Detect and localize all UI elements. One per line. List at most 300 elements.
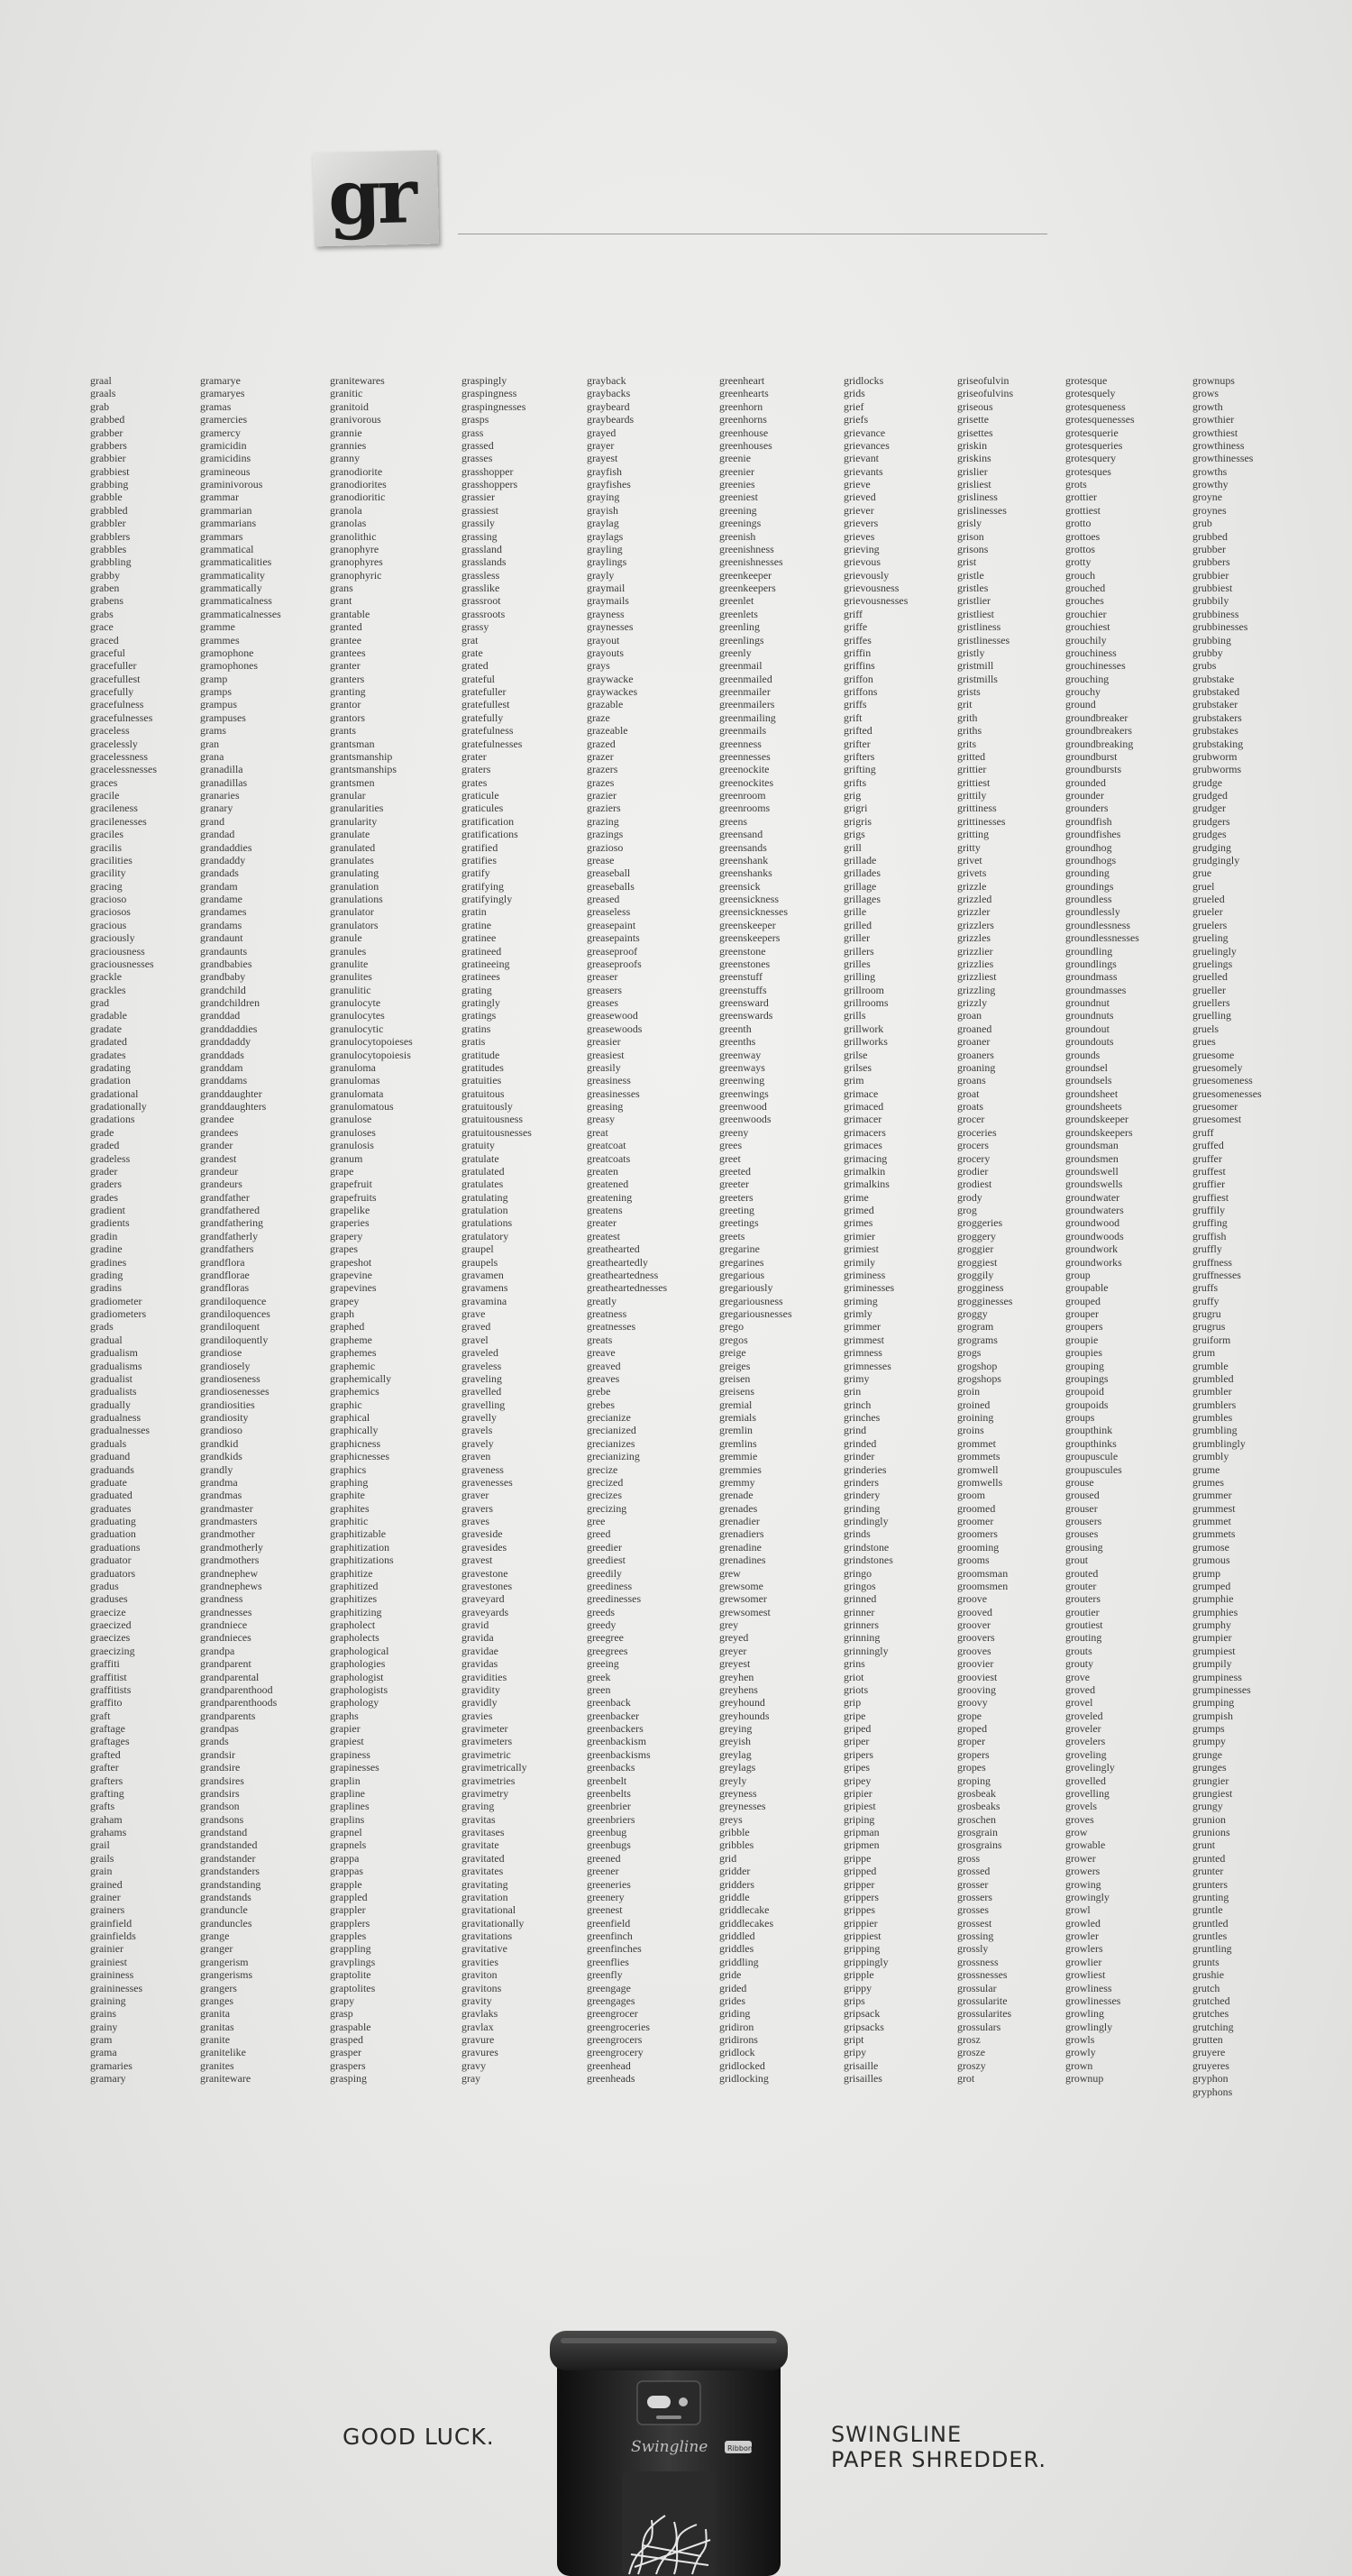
word-list-item: grumous [1192,1554,1230,1567]
word-list-item: grovelled [1065,1774,1106,1787]
word-list-item: grandioseness [200,1371,260,1385]
word-list-item: groveler [1065,1722,1101,1735]
word-list-item: greensick [719,879,761,893]
word-list-item: greenwing [719,1074,765,1087]
word-list-item: griffs [844,698,867,711]
word-list-item: gruelingly [1192,944,1237,958]
word-list-item: grippingly [844,1955,889,1968]
word-list-item: granulator [330,905,374,919]
word-list-item: griffe [844,620,868,634]
word-list-item: grandstanders [200,1865,260,1878]
word-list-item: grievant [844,452,879,465]
word-list-item: graciles [90,828,123,841]
word-list-item: growthinesses [1192,452,1254,465]
word-list-item: greasepaints [587,931,640,945]
word-list-item: gradates [90,1048,126,1061]
word-list-item: gripper [844,1877,875,1891]
word-list-item: gramercies [200,413,248,426]
word-list-item: gride [719,1968,742,1982]
word-list-item: grandams [200,918,242,931]
word-list-item: gravimetric [461,1747,511,1761]
word-list-item: grided [719,1981,747,1994]
word-list-item: gratuitous [461,1086,505,1100]
word-list-item: gravidly [461,1696,498,1710]
word-list-item: grittinesses [957,814,1006,828]
word-list-item: grossularite [957,1994,1008,2007]
word-list-item: gratulating [461,1190,508,1204]
word-list-item: grandnesses [200,1605,252,1618]
word-list-item: granulosis [330,1139,374,1152]
word-list-item: grappas [330,1865,363,1878]
word-list-item: gradual [90,1333,123,1346]
word-list-item: graybeard [587,399,630,413]
word-list-item: gracious [90,918,127,931]
word-list-item: groomers [957,1527,998,1541]
word-list-item: granger [200,1942,233,1956]
word-list-item: graspingness [461,387,517,400]
word-list-item: graph [330,1307,355,1320]
word-list-item: grumblingly [1192,1436,1246,1450]
word-list-item: greenbelt [587,1774,627,1787]
word-list-item: graybeards [587,413,635,426]
word-list-item: griper [844,1735,870,1748]
word-list-item: gravplings [330,1955,376,1968]
word-list-item: grunion [1192,1812,1226,1826]
word-list-item: grizzler [957,905,991,919]
word-list-item: grouper [1065,1307,1099,1320]
word-list-item: granite [200,2033,231,2046]
word-column [844,374,908,2086]
brand-name: SWINGLINE [831,2422,963,2447]
word-list-item: grey [719,1618,739,1631]
word-list-item: groats [957,1100,984,1113]
word-list-item: grinderies [844,1462,887,1476]
word-list-item: grammaticality [200,568,265,582]
word-list-item: graymails [587,594,629,608]
word-list-item: grudge [1192,775,1223,789]
word-list-item: grovelers [1065,1735,1106,1748]
word-list-item: grottoes [1065,529,1101,543]
word-list-item: grabble [90,490,123,504]
word-list-item: grudger [1192,802,1226,815]
word-list-item: grippes [844,1903,876,1917]
word-list-item: gribble [719,1826,750,1838]
word-list-item: grues [1192,1035,1216,1049]
word-list-item: granulation [330,879,379,893]
word-list-item: granulocytes [330,1009,385,1022]
word-list-item: grapiest [330,1735,364,1748]
word-list-item: grievants [844,464,883,478]
word-list-item: grouped [1065,1294,1101,1307]
word-list-item: granadillas [200,775,248,789]
word-list-item: grammaticalnesses [200,607,281,620]
word-list-item: grison [957,529,984,543]
word-list-item: grievances [844,438,890,452]
word-list-item: grittiness [957,802,997,815]
word-list-item: gridlocked [719,2058,765,2072]
word-list-item: gradeless [90,1151,131,1165]
word-list-item: gregariously [719,1281,773,1295]
word-list-item: grabblers [90,529,131,543]
word-list-item: grandiosities [200,1398,255,1411]
word-list-item: grizzles [957,931,991,945]
word-list-item: greenfield [587,1916,631,1930]
word-list-item: gratins [461,1022,491,1035]
word-list-item: grandson [200,1800,240,1813]
word-list-item: gradus [90,1579,119,1592]
word-list-item: gratinees [461,970,500,984]
word-list-item: grammarian [200,503,252,517]
word-list-item: granules [330,944,367,958]
word-list-item: greatens [587,1204,623,1216]
word-list-item: greasewoods [587,1022,643,1035]
word-list-item: groovier [957,1657,994,1671]
word-list-item: greenmailed [719,672,772,685]
word-list-item: greatened [587,1178,629,1191]
word-list-item: groupuscules [1065,1462,1122,1476]
word-list-item: grindstones [844,1554,893,1567]
word-list-item: grangerism [200,1955,249,1968]
word-list-item: grodier [957,1164,989,1178]
word-list-item: graveyard [461,1592,505,1606]
word-list-item: groped [957,1722,988,1735]
word-list-item: gradiometers [90,1307,147,1320]
word-list-item: graciously [90,931,135,945]
word-list-item: grenadiers [719,1527,764,1541]
word-list-item: grivets [957,866,987,880]
word-list-item: greatheartednesses [587,1281,668,1295]
word-list-item: grushie [1192,1968,1225,1982]
word-list-item: grouters [1065,1592,1101,1606]
word-list-item: greasier [587,1035,621,1049]
word-list-item: growliness [1065,1981,1112,1994]
word-list-item: groundwaters [1065,1204,1124,1216]
word-list-item: grilled [844,918,872,931]
word-list-item: greasy [587,1113,616,1126]
word-list-item: greisen [719,1371,751,1385]
word-list-item: groundhogs [1065,853,1117,866]
word-list-item: grades [90,1190,119,1204]
word-list-item: grifters [844,749,875,763]
word-list-item: gruesomely [1192,1060,1243,1074]
word-list-item: grandstander [200,1851,256,1865]
word-list-item: grit [957,698,973,711]
word-list-item: greenier [719,464,754,478]
word-list-item: grantor [330,698,361,711]
word-list-item: groundwork [1065,1242,1119,1256]
word-list-item: grafted [90,1747,121,1761]
word-list-item: gruelling [1192,1009,1231,1022]
word-list-item: grizzlies [957,957,994,970]
word-list-item: groundlessnesses [1065,931,1139,945]
word-list-item: grindery [844,1489,881,1502]
word-list-item: grabbed [90,413,125,426]
word-list-item: griot [844,1670,864,1683]
word-list-item: griddling [719,1955,759,1968]
word-list-item: greengages [587,1994,635,2007]
word-list-item: groundout [1065,1022,1110,1035]
word-list-item: gravures [461,2046,498,2059]
word-list-item: gratified [461,840,498,854]
word-list-item: grub [1192,517,1212,530]
word-list-item: grasshoppers [461,478,518,490]
word-list-item: grenade [719,1489,754,1502]
word-list-item: grubstaker [1192,698,1238,711]
word-list-item: grasp [330,2007,353,2021]
word-list-item: greenie [719,452,751,465]
word-list-item: grisailles [844,2072,882,2086]
word-list-item: gratification [461,814,515,828]
word-list-item: granolithic [330,529,377,543]
word-list-item: grasslike [461,582,500,594]
word-list-item: greenheads [587,2072,635,2086]
word-list-item: grimily [844,1255,876,1269]
word-list-item: grapey [330,1294,360,1307]
word-list-item: gramaries [90,2058,132,2072]
word-list-item: grittier [957,763,987,776]
word-list-item: greengrocers [587,2033,643,2046]
word-list-item: gracelessly [90,737,138,750]
word-list-item: grimier [844,1229,875,1242]
word-list-item: grunions [1192,1826,1230,1838]
word-list-item: grandparental [200,1670,260,1683]
word-list-item: grace [90,620,114,634]
word-list-item: greenest [587,1903,623,1917]
word-list-item: gratefuller [461,685,507,698]
word-list-item: gravamina [461,1294,507,1307]
word-list-item: gryphon [1192,2072,1229,2086]
word-list-item: gross [957,1851,981,1865]
word-list-item: grimly [844,1307,872,1320]
word-list-item: greengrocer [587,2007,638,2021]
word-list-item: greenlings [719,633,764,646]
word-list-item: grandeur [200,1164,239,1178]
word-list-item: grillades [844,866,881,880]
word-list-item: greenbacker [587,1709,640,1722]
word-list-item: grandam [200,879,238,893]
word-list-item: granddaddy [200,1035,251,1049]
word-list-item: grubstaked [1192,685,1240,698]
word-list-item: grovelling [1065,1786,1110,1800]
word-list-item: grieved [844,490,876,504]
word-list-item: grumpiest [1192,1644,1236,1657]
word-list-item: grantsmen [330,775,375,789]
word-column [719,374,792,2086]
word-list-item: grimmer [844,1320,881,1334]
word-list-item: granophyre [330,542,379,555]
word-list-item: grotto [1065,517,1092,530]
word-list-item: gramaryes [200,387,245,400]
word-list-item: grounders [1065,802,1109,815]
word-list-item: gruffs [1192,1281,1219,1295]
word-list-item: greenshanks [719,866,772,880]
word-list-item: graperies [330,1216,370,1230]
word-column [957,374,1013,2086]
word-list-item: graviton [461,1968,498,1982]
word-list-item: granting [330,685,366,698]
word-list-item: gruffiest [1192,1190,1229,1204]
word-list-item: grandame [200,893,242,905]
word-list-item: gritting [957,828,990,841]
word-list-item: greenhearts [719,387,769,400]
word-list-item: grubbily [1192,594,1229,608]
word-list-item: grinningly [844,1644,889,1657]
word-list-item: grapnels [330,1838,367,1852]
word-list-item: grouchiest [1065,620,1110,634]
word-list-item: grayouts [587,646,624,659]
word-list-item: greasily [587,1060,621,1074]
word-list-item: greatcoat [587,1139,626,1152]
word-list-item: gravimeters [461,1735,513,1748]
word-list-item: groveled [1065,1709,1103,1722]
word-list-item: granulomata [330,1086,384,1100]
word-list-item: grifting [844,763,876,776]
word-list-item: graduator [90,1554,132,1567]
word-list-item: granodiorite [330,464,383,478]
word-list-item: graduators [90,1566,136,1580]
word-list-item: grooms [957,1554,990,1567]
word-list-item: grummet [1192,1515,1231,1527]
word-list-item: grumphie [1192,1592,1234,1606]
word-list-item: grilse [844,1048,868,1061]
word-list-item: gruelers [1192,918,1228,931]
word-list-item: grumbling [1192,1424,1238,1437]
word-list-item: granuloma [330,1060,376,1074]
word-list-item: groundling [1065,944,1113,958]
word-list-item: grislier [957,464,988,478]
word-list-item: groaner [957,1035,991,1049]
word-list-item: grimness [844,1346,882,1360]
word-list-item: gratefully [461,710,504,724]
word-list-item: griseofulvin [957,374,1009,387]
word-list-item: graphological [330,1644,389,1657]
word-list-item: granddaughter [200,1086,262,1100]
word-list-item: gradating [90,1060,131,1074]
word-list-item: graveling [461,1371,502,1385]
word-list-item: greaseproof [587,944,638,958]
word-list-item: greenfly [587,1968,623,1982]
word-list-item: grith [957,710,978,724]
word-list-item: grazed [587,737,616,750]
word-list-item: gratitude [461,1048,500,1061]
word-list-item: groove [957,1592,988,1606]
word-list-item: greetings [719,1216,759,1230]
word-list-item: grecize [587,1462,618,1476]
word-list-item: griffin [844,646,872,659]
word-list-item: gratify [461,866,490,880]
word-list-item: grassily [461,517,495,530]
word-list-item: grammatical [200,542,254,555]
word-list-item: grebe [587,1385,611,1398]
word-list-item: grasshopper [461,464,514,478]
word-list-item: greeing [587,1657,619,1671]
word-list-item: gristmills [957,672,998,685]
word-list-item: gregariousness [719,1294,783,1307]
word-list-item: grouping [1065,1359,1104,1372]
word-list-item: gruesomeness [1192,1074,1253,1087]
word-list-item: grovelingly [1065,1761,1115,1774]
word-list-item: grivet [957,853,982,866]
word-list-item: grogs [957,1346,982,1360]
word-list-item: greenstuff [719,970,763,984]
word-list-item: growly [1065,2046,1096,2059]
word-list-item: growling [1065,2007,1104,2021]
word-list-item: grossest [957,1916,992,1930]
word-list-item: greengage [587,1981,631,1994]
word-list-item: grammaticalness [200,594,272,608]
swingline-tagline [831,2422,1128,2472]
word-list-item: gracileness [90,802,138,815]
word-list-item: grainfield [90,1916,132,1930]
word-list-item: grievously [844,568,890,582]
word-list-item: grossers [957,1890,992,1903]
word-list-item: grumbly [1192,1450,1229,1463]
word-list-item: groundmass [1065,970,1118,984]
word-list-item: granaries [200,789,240,802]
word-list-item: grammes [200,633,240,646]
word-list-item: gradine [90,1242,123,1256]
word-list-item: grindstone [844,1540,890,1554]
word-list-item: gratulation [461,1204,508,1216]
word-list-item: gratitudes [461,1060,504,1074]
word-list-item: grudging [1192,840,1231,854]
word-list-item: gripsack [844,2007,881,2021]
word-list-item: grinners [844,1618,879,1631]
word-list-item: greyhen [719,1670,754,1683]
word-list-item: graphing [330,1475,369,1489]
word-list-item: grandmas [200,1489,242,1502]
word-list-item: greened [587,1851,621,1865]
word-list-item: griped [844,1722,872,1735]
word-list-item: grandflorae [200,1268,250,1281]
word-list-item: grinding [844,1501,881,1515]
word-list-item: grid [719,1851,737,1865]
word-list-item: grovels [1065,1800,1098,1813]
word-list-item: granita [200,2007,231,2021]
word-list-item: graphologies [330,1657,386,1671]
word-list-item: greenbrier [587,1800,631,1813]
word-list-item: grouches [1065,594,1104,608]
word-list-item: grapline [330,1786,365,1800]
word-list-item: group [1065,1268,1091,1281]
word-list-item: graduating [90,1515,136,1527]
word-list-item: greenway [719,1048,762,1061]
paper-shredder-image [548,2331,790,2576]
word-list-item: grocers [957,1139,989,1152]
word-list-item: groundsman [1065,1139,1119,1152]
word-list-item: griskins [957,452,991,465]
word-list-item: grafts [90,1800,115,1813]
word-list-item: grody [957,1190,982,1204]
word-list-item: greyness [719,1786,757,1800]
word-list-item: greenings [719,517,762,530]
word-list-item: granulomas [330,1074,380,1087]
word-list-item: grat [461,633,479,646]
word-list-item: greenth [719,1022,752,1035]
word-list-item: graphitize [330,1566,373,1580]
word-list-item: gramme [200,620,235,634]
word-list-item: groins [957,1424,984,1437]
word-list-item: groan [957,1009,982,1022]
word-list-item: grunge [1192,1747,1223,1761]
word-list-item: grainiest [90,1955,127,1968]
word-list-item: gritty [957,840,981,854]
shredder-button [647,2396,671,2408]
word-list-item: gratuities [461,1074,502,1087]
word-list-item: gratefullest [461,698,510,711]
word-list-item: grandma [200,1475,238,1489]
word-list-item: granddams [200,1074,248,1087]
